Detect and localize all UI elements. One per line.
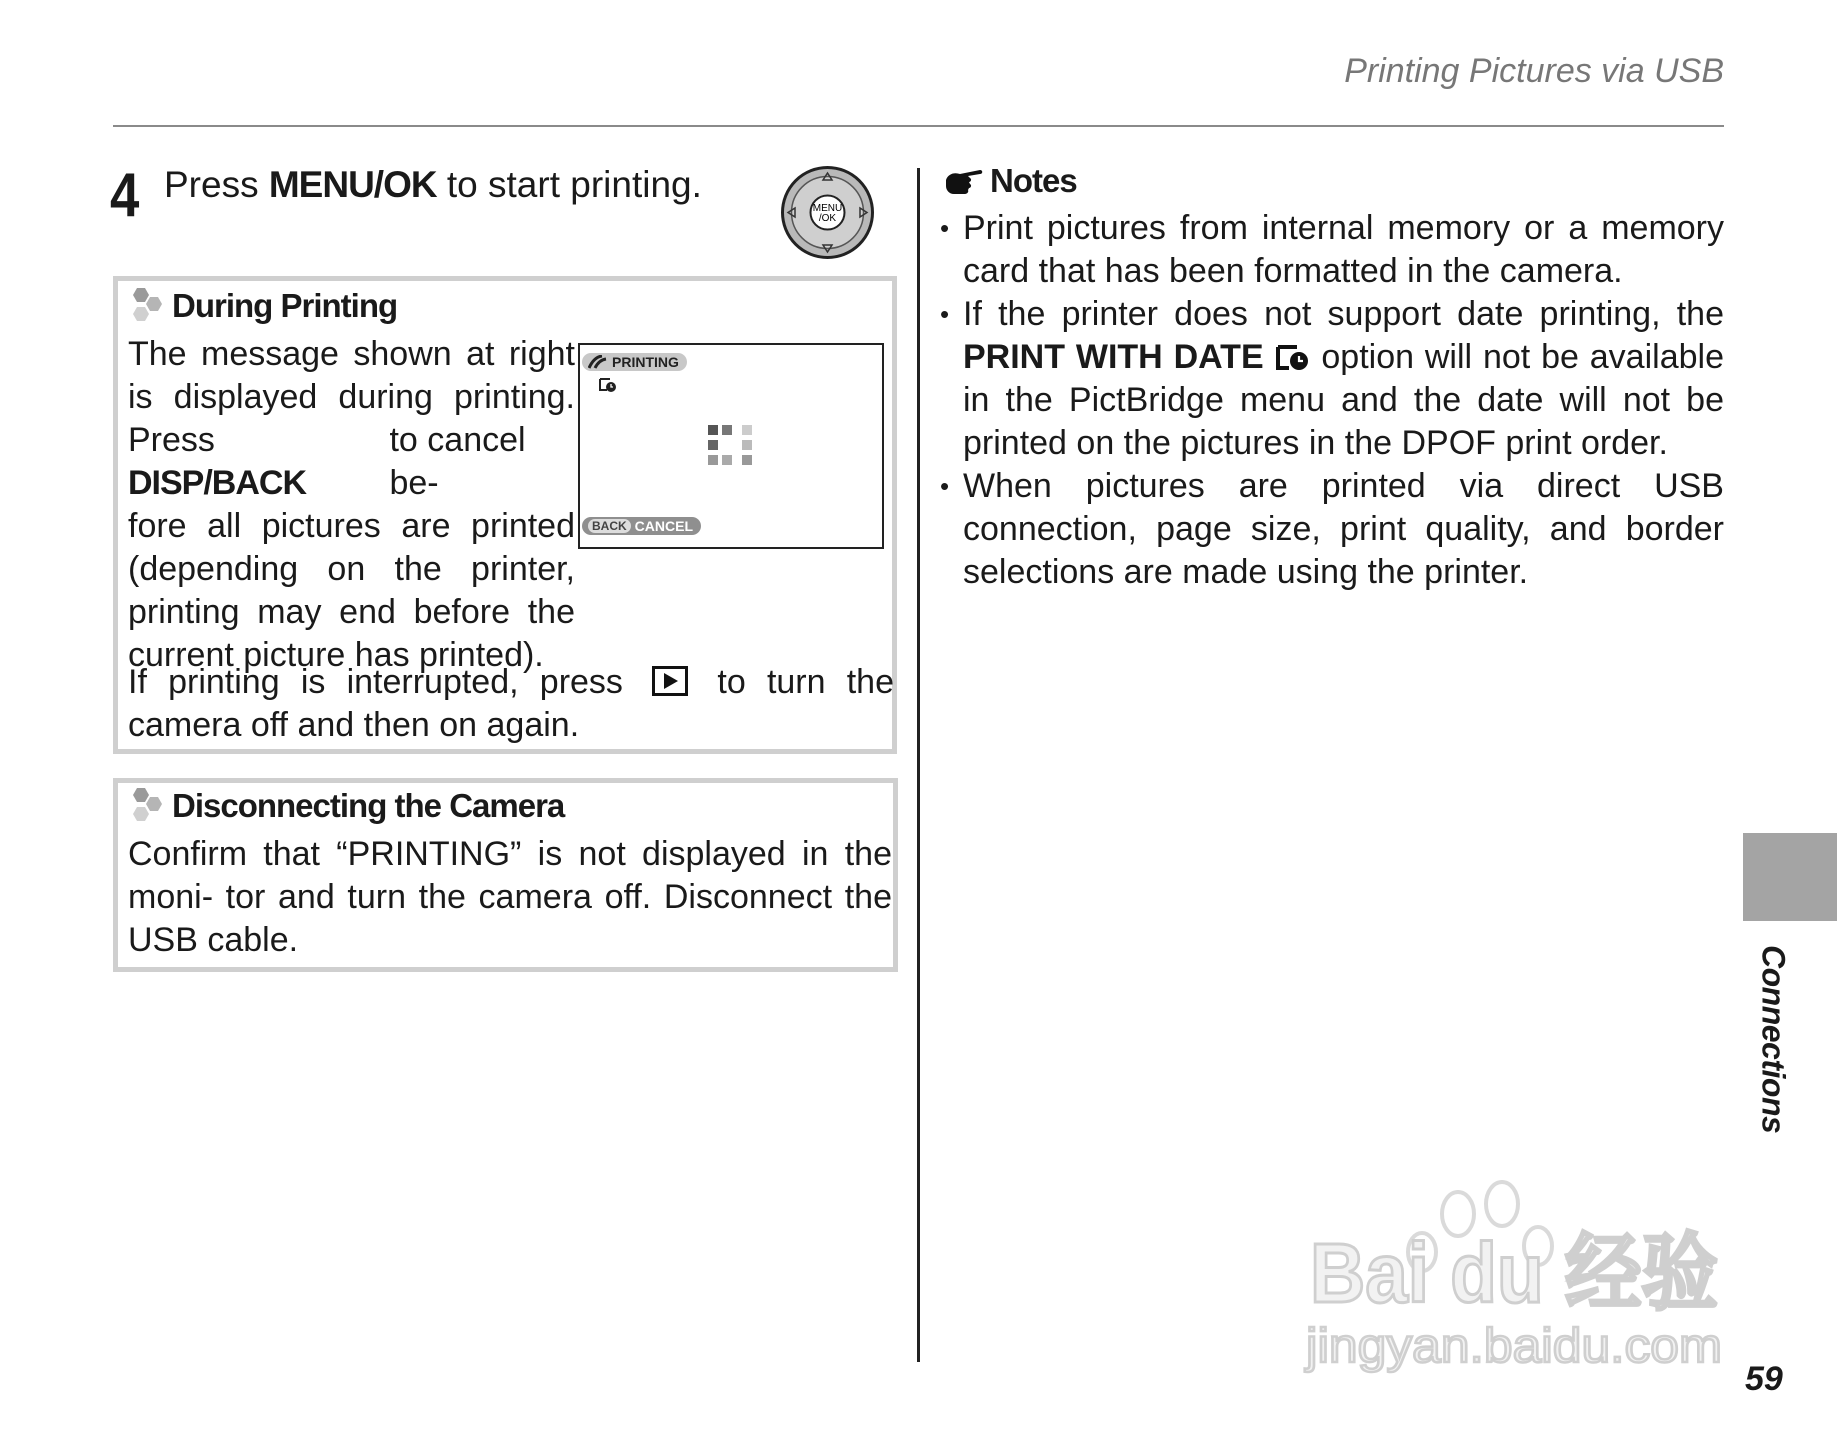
dp-key: DISP/BACK <box>128 464 307 502</box>
chapter-tab <box>1743 833 1837 921</box>
during-printing-title: During Printing <box>172 287 398 324</box>
chapter-label-text: Connections <box>1755 945 1792 1134</box>
dp-line-7: current picture has printed). <box>128 636 544 674</box>
step-text-key: MENU/OK <box>268 164 437 205</box>
dial-label-ok: /OK <box>818 213 837 224</box>
dp-line-3 <box>128 419 575 505</box>
page-number: 59 <box>1745 1360 1783 1398</box>
date-print-icon <box>598 377 618 393</box>
menu-ok-dial-icon <box>780 165 875 260</box>
cancel-label: CANCEL <box>634 518 694 534</box>
disconnect-text: Confirm that “PRINTING” is not displayed in the moni- tor and turn the camera off. Disconnect the USB cable. <box>128 835 892 959</box>
during-printing-heading <box>128 287 397 325</box>
running-head: Printing Pictures via USB <box>1344 52 1724 90</box>
cancel-hint-pill <box>582 517 701 535</box>
disconnect-box <box>113 778 898 972</box>
printing-progress-icon <box>708 425 754 469</box>
step-number: 4 <box>110 161 140 230</box>
playback-button-icon <box>652 666 688 696</box>
during-printing-box <box>113 276 897 754</box>
during-printing-text <box>128 333 575 677</box>
printer-signal-icon <box>588 355 608 369</box>
note-1-text: Print pictures from internal memory or a memory card that has been formatted in the camera. <box>963 209 1724 290</box>
printing-status-pill <box>582 353 687 371</box>
watermark-url: jingyan.baidu.com <box>1303 1320 1722 1373</box>
interrupted-text <box>128 661 894 747</box>
note-item <box>940 207 1724 293</box>
notes-heading <box>944 162 1077 200</box>
note-item <box>940 293 1724 465</box>
print-with-date-icon <box>1275 344 1311 372</box>
camera-monitor-preview <box>578 343 884 549</box>
disconnect-heading <box>128 787 564 825</box>
dp-line-1: The message shown at right <box>128 335 575 373</box>
watermark-brand: Bai du 经验 <box>1310 1226 1718 1320</box>
back-key-label: BACK <box>588 519 631 533</box>
note-2-bold: PRINT WITH DATE <box>963 338 1264 376</box>
note-item <box>940 465 1724 594</box>
dp-line-5: (depending on the printer, <box>128 550 575 588</box>
chapter-label <box>1743 945 1803 1145</box>
notes-title: Notes <box>990 162 1077 199</box>
note-3-text: When pictures are printed via direct USB connection, page size, print quality, and border selections are made using the printer. <box>963 467 1724 591</box>
note-2-pre: If the printer does not support date printing, the <box>963 295 1724 333</box>
pointing-hand-icon <box>944 166 984 196</box>
hexagon-cluster-icon <box>128 787 166 825</box>
dp-line-4: fore all pictures are printed <box>128 507 575 545</box>
dial-label-menu: MENU <box>812 203 843 214</box>
notes-list <box>940 207 1724 594</box>
hexagon-cluster-icon <box>128 287 166 325</box>
step-text-pre: Press <box>164 164 269 205</box>
dp-line-2: is displayed during printing. <box>128 378 575 416</box>
interrupted-pre: If printing is interrupted, press <box>128 663 623 701</box>
interrupted-post: to turn the camera off and then on again. <box>128 663 894 744</box>
printing-status-label: PRINTING <box>612 354 679 370</box>
dp-press: Press <box>128 421 215 459</box>
step-instruction <box>164 164 702 206</box>
note-2-post: option will not be available in the PictBridge menu and the date will not be printed on the pictures in the DPOF print order. <box>963 338 1724 462</box>
step-text-post: to start printing. <box>436 164 702 205</box>
disconnect-title: Disconnecting the Camera <box>172 787 565 824</box>
header-rule <box>113 125 1724 127</box>
column-divider <box>917 168 920 1362</box>
dp-line-6: printing may end before the <box>128 593 575 631</box>
baidu-watermark-logo <box>1302 1176 1726 1376</box>
dp-cancel: to cancel be- <box>389 421 526 502</box>
